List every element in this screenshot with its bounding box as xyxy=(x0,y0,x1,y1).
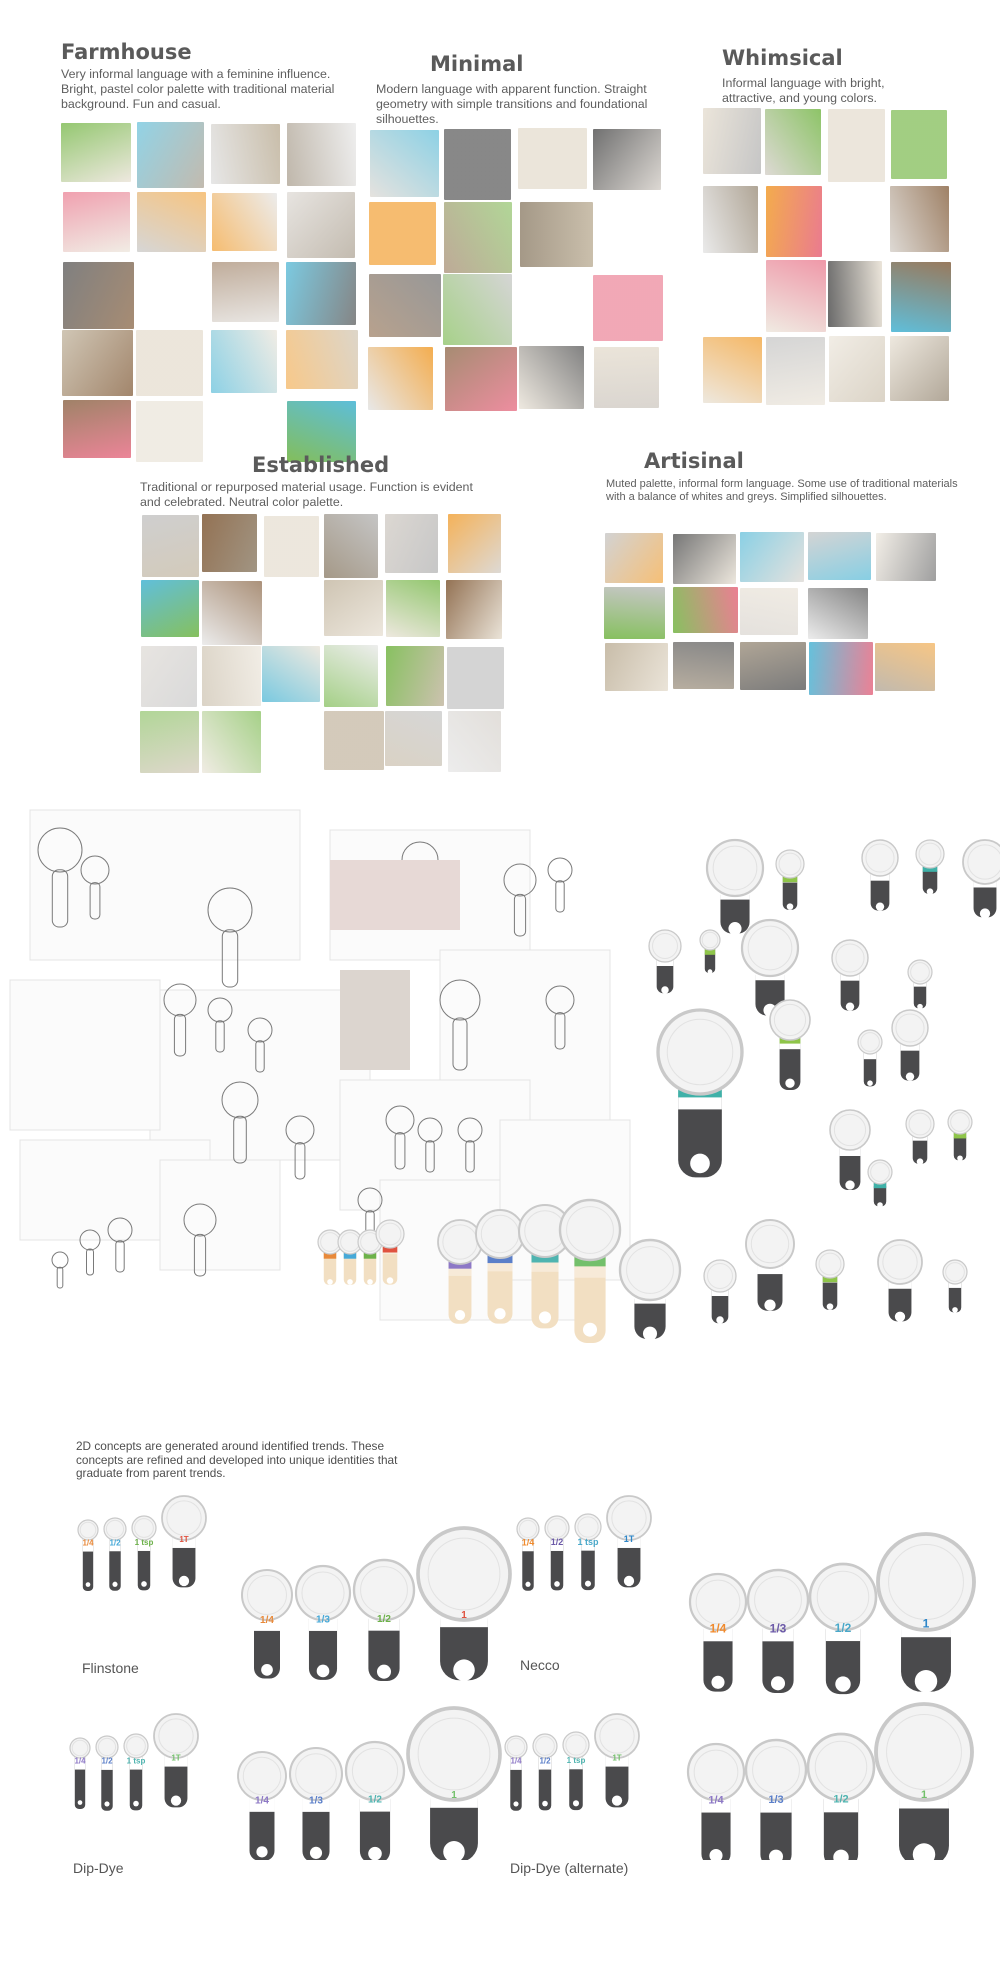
measuring-cup-icon xyxy=(876,1704,972,1860)
photo-tile xyxy=(766,337,826,405)
measure-label: 1/2 xyxy=(550,1537,564,1548)
measuring-cup-icon xyxy=(132,1516,156,1590)
photo-tile xyxy=(605,533,663,583)
photo-tile xyxy=(605,643,668,691)
photo-tile xyxy=(443,274,512,345)
render-utensil-icon xyxy=(830,1110,870,1190)
render-utensil-icon xyxy=(649,930,681,994)
photo-tile xyxy=(262,646,320,702)
photo-tile xyxy=(444,202,512,273)
photo-tile xyxy=(386,580,440,637)
measure-label: 1T xyxy=(612,1753,622,1763)
measuring-cup-icon xyxy=(517,1518,539,1591)
photo-tile xyxy=(520,202,593,267)
variant-label-necco: Necco xyxy=(520,1657,560,1673)
measure-label: 1/2 xyxy=(834,1620,852,1635)
photo-tile xyxy=(386,646,445,706)
sketch-sheet xyxy=(160,1160,280,1270)
whimsical-collage xyxy=(702,108,952,412)
photo-tile xyxy=(673,534,736,584)
photo-tile xyxy=(673,642,734,689)
render-utensil-icon xyxy=(658,1010,742,1177)
photo-tile xyxy=(61,123,131,182)
photo-tile xyxy=(829,336,885,402)
sketch-renders-canvas xyxy=(0,800,1000,1360)
established-collage xyxy=(140,514,507,776)
sketch-sheet xyxy=(10,980,160,1130)
measure-label: 1 tsp xyxy=(566,1756,586,1766)
measure-label: 1/2 xyxy=(833,1793,849,1806)
measuring-cup-icon xyxy=(78,1520,98,1591)
variant-label-dip-dye-alternate: Dip-Dye (alternate) xyxy=(510,1860,629,1876)
photo-tile xyxy=(740,532,804,581)
measure-label: 1/4 xyxy=(708,1794,724,1807)
measure-label: 1/3 xyxy=(769,1621,787,1636)
render-utensil-icon xyxy=(908,960,932,1009)
photo-tile xyxy=(448,514,502,573)
measuring-cup-icon xyxy=(104,1518,126,1591)
render-utensil-icon xyxy=(906,1110,934,1165)
photo-tile xyxy=(141,646,197,708)
trend-title: Artisinal xyxy=(644,449,744,473)
measure-label: 1/3 xyxy=(309,1795,323,1807)
measure-label: 1/2 xyxy=(539,1756,551,1766)
photo-tile xyxy=(136,330,203,396)
photo-tile xyxy=(703,186,758,254)
variant-label-flinstone: Flinstone xyxy=(82,1660,139,1676)
measure-label: 1 xyxy=(920,1789,928,1802)
measuring-cup-icon xyxy=(408,1708,500,1860)
photo-tile xyxy=(286,262,356,324)
render-utensil-icon xyxy=(746,1220,794,1311)
measure-label: 1 tsp xyxy=(577,1536,599,1547)
measure-label: 1 xyxy=(451,1790,457,1802)
photo-tile xyxy=(740,642,806,690)
render-utensil-icon xyxy=(776,850,804,910)
measure-label: 1/4 xyxy=(510,1756,522,1766)
measuring-cup-icon xyxy=(505,1736,527,1811)
photo-tile xyxy=(593,275,662,341)
photo-tile xyxy=(287,123,355,186)
photo-tile xyxy=(385,514,438,573)
measure-label: 1/2 xyxy=(109,1538,121,1548)
photo-tile xyxy=(202,646,261,706)
photo-tile xyxy=(593,129,661,190)
render-utensil-icon xyxy=(878,1240,922,1322)
render-utensil-icon xyxy=(963,840,1000,919)
render-utensil-icon xyxy=(832,940,868,1011)
photo-tile xyxy=(324,711,384,770)
measure-label: 1/2 xyxy=(101,1756,113,1766)
photo-tile xyxy=(703,108,761,174)
photo-tile xyxy=(740,588,799,636)
trend-title: Established xyxy=(252,453,390,477)
photo-tile xyxy=(324,580,383,635)
measure-label: 1/4 xyxy=(74,1756,86,1766)
measure-label: 1T xyxy=(171,1753,181,1763)
photo-tile xyxy=(875,643,935,691)
measuring-cup-icon xyxy=(545,1516,569,1590)
measure-label: 1/4 xyxy=(255,1795,269,1807)
photo-tile xyxy=(137,122,204,188)
photo-tile xyxy=(447,647,504,709)
measure-label: 1/2 xyxy=(377,1614,391,1626)
sketch-sheet xyxy=(30,810,300,960)
measure-label: 1/4 xyxy=(521,1537,535,1548)
artisinal-collage xyxy=(604,532,942,696)
photo-tile xyxy=(324,645,379,707)
sketch-utensil-icon xyxy=(52,1252,68,1288)
photo-tile xyxy=(444,129,511,200)
photo-tile xyxy=(828,261,882,327)
measure-label: 1 tsp xyxy=(134,1538,154,1548)
photo-tile xyxy=(369,274,441,337)
photo-tile xyxy=(604,587,665,639)
photo-tile xyxy=(766,186,822,257)
photo-tile xyxy=(211,124,280,184)
photo-tile xyxy=(446,580,501,638)
photo-tile xyxy=(808,532,870,580)
photo-tile xyxy=(703,337,762,403)
measure-label: 1T xyxy=(179,1535,189,1545)
measuring-cup-icon xyxy=(563,1732,589,1810)
render-utensil-icon xyxy=(892,1010,928,1081)
photo-tile xyxy=(518,128,587,189)
measure-label: 1/4 xyxy=(709,1621,727,1636)
prototype-photo xyxy=(340,970,410,1070)
render-utensil-icon xyxy=(868,1160,892,1208)
photo-tile xyxy=(370,130,440,198)
measure-label: 1/4 xyxy=(260,1615,274,1626)
photo-tile xyxy=(765,109,821,174)
trend-description: Informal language with bright, attractive, and young colors. xyxy=(722,76,885,105)
render-utensil-icon xyxy=(943,1260,967,1313)
render-utensil-icon xyxy=(770,1000,810,1090)
photo-tile xyxy=(519,346,584,409)
photo-tile xyxy=(876,533,937,581)
photo-tile xyxy=(202,711,260,773)
photo-tile xyxy=(141,580,199,637)
render-utensil-icon xyxy=(707,840,763,935)
trend-title: Whimsical xyxy=(722,46,843,70)
measuring-cup-icon xyxy=(575,1514,601,1590)
photo-tile xyxy=(63,400,131,458)
variant-label-dip-dye: Dip-Dye xyxy=(73,1860,124,1876)
photo-tile xyxy=(369,202,436,265)
measure-label: 1 xyxy=(461,1609,467,1621)
photo-tile xyxy=(594,347,659,408)
concept-row-2 xyxy=(0,1650,1000,1860)
measuring-cup-icon xyxy=(70,1738,90,1809)
measure-label: 1 xyxy=(922,1616,930,1631)
photo-tile xyxy=(385,711,442,766)
render-utensil-icon xyxy=(916,840,944,895)
render-utensil-icon xyxy=(858,1030,882,1086)
trend-description: Traditional or repurposed material usage. Function is evident and celebrated. Neutral color palette. xyxy=(140,480,473,509)
farmhouse-collage xyxy=(61,122,361,468)
photo-tile xyxy=(766,260,826,332)
photo-tile xyxy=(212,262,280,322)
photo-tile xyxy=(264,516,320,577)
photo-tile xyxy=(891,262,951,332)
photo-tile xyxy=(286,330,358,389)
render-utensil-icon xyxy=(700,930,720,974)
photo-tile xyxy=(891,110,947,179)
photo-tile xyxy=(890,336,948,400)
trend-description: Very informal language with a feminine influence. Bright, pastel color palette with traditional material background. Fun and casual. xyxy=(61,67,335,111)
sketch-utensil-icon xyxy=(548,858,572,912)
trend-title: Farmhouse xyxy=(61,40,192,64)
photo-tile xyxy=(142,515,199,577)
measuring-cup-icon xyxy=(124,1734,148,1810)
photo-tile xyxy=(287,192,355,258)
photo-tile xyxy=(809,642,874,695)
measure-label: 1/4 xyxy=(82,1538,94,1548)
measure-label: 1T xyxy=(623,1534,635,1545)
measure-label: 1/3 xyxy=(316,1614,330,1626)
photo-tile xyxy=(324,514,379,578)
render-utensil-icon xyxy=(816,1250,844,1310)
trend-title: Minimal xyxy=(430,52,524,76)
measuring-cup-icon xyxy=(96,1736,118,1811)
photo-tile xyxy=(828,109,885,182)
photo-tile xyxy=(63,262,134,328)
trend-description: Muted palette, informal form language. Some use of traditional materials with a balance of whites and greys. Simplified silhouettes. xyxy=(606,478,958,503)
render-utensil-icon xyxy=(948,1110,972,1161)
photo-tile xyxy=(212,193,277,252)
photo-tile xyxy=(137,192,206,252)
measure-label: 1/2 xyxy=(368,1794,382,1806)
prototype-photo xyxy=(330,860,460,930)
sketch-sheet xyxy=(500,1120,630,1280)
measure-label: 1/3 xyxy=(768,1794,784,1806)
render-utensil-icon xyxy=(862,840,898,911)
photo-tile xyxy=(63,192,130,252)
render-utensil-icon xyxy=(620,1240,680,1341)
photo-tile xyxy=(136,401,203,463)
photo-tile xyxy=(673,587,738,633)
render-utensil-icon xyxy=(704,1260,736,1324)
photo-tile xyxy=(211,330,277,393)
concepts-intro: 2D concepts are generated around identified trends. These concepts are refined and developed into unique identities that graduate from parent trends. xyxy=(76,1439,398,1480)
photo-tile xyxy=(62,330,134,397)
photo-tile xyxy=(808,588,868,639)
photo-tile xyxy=(890,186,950,252)
photo-tile xyxy=(202,514,257,572)
photo-tile xyxy=(368,347,433,410)
photo-tile xyxy=(445,347,517,411)
measure-label: 1 tsp xyxy=(126,1756,146,1766)
trend-description: Modern language with apparent function. Straight geometry with simple transitions and foundational silhouettes. xyxy=(376,82,648,126)
photo-tile xyxy=(448,711,501,772)
measuring-cup-icon xyxy=(533,1734,557,1810)
photo-tile xyxy=(202,581,262,644)
photo-tile xyxy=(140,711,199,773)
minimal-collage xyxy=(368,128,668,418)
